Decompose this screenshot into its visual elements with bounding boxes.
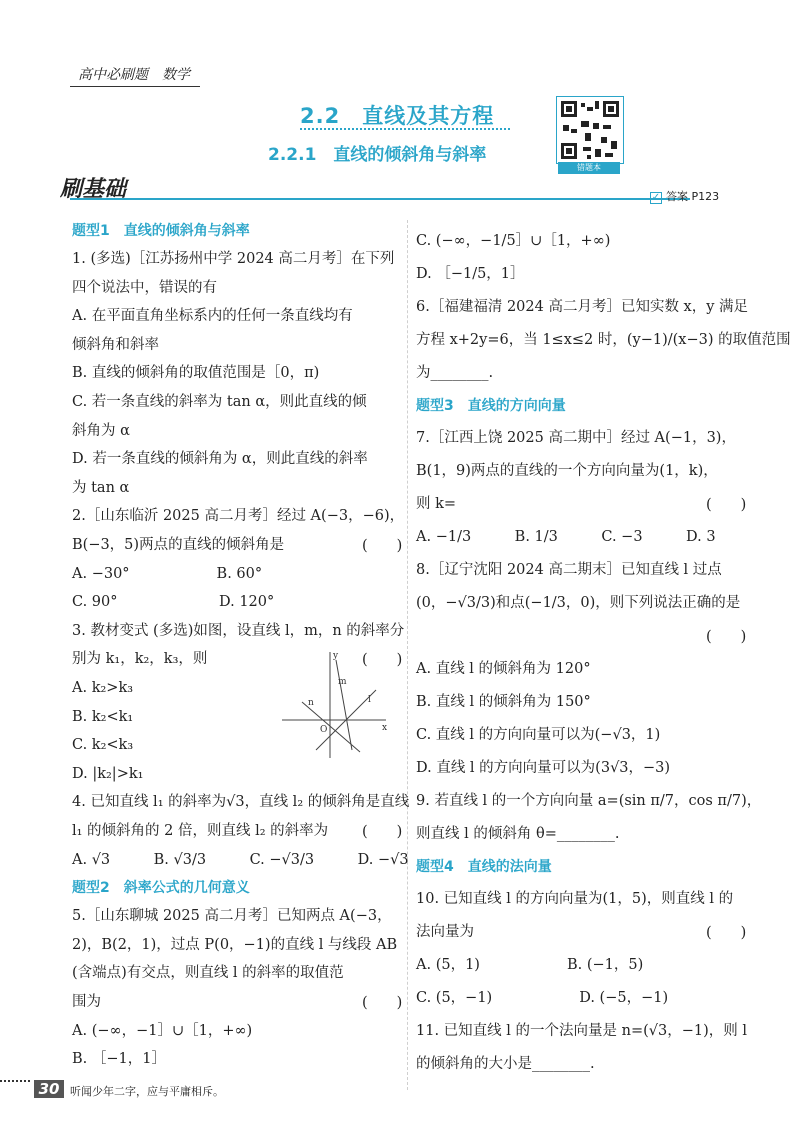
text-line: 2.［山东临沂 2025 高二月考］经过 A(−3，−6)， (72, 508, 405, 525)
answer-ref (650, 188, 719, 204)
text-line: A. −30° B. 60° (72, 565, 263, 582)
lines-figure (280, 650, 390, 764)
text-line: 10. 已知直线 l 的方向向量为(1，5)，则直线 l 的 (416, 891, 734, 907)
question-type-heading: 题型2 斜率公式的几何意义 (72, 880, 250, 897)
text-line: B. 直线 l 的倾斜角为 150° (416, 694, 591, 710)
answer-parentheses: ( ) (706, 925, 747, 941)
label-origin: O (320, 725, 328, 735)
text-line: C. (5，−1) D. (−5，−1) (416, 990, 669, 1006)
text-line: (含端点)有交点，则直线 l 的斜率的取值范 (72, 965, 344, 982)
line-n (302, 702, 360, 752)
text-line: A. k₂>k₃ (72, 680, 134, 696)
text-line: C. 90° D. 120° (72, 594, 275, 611)
text-line: D. 若一条直线的倾斜角为 α，则此直线的斜率 (72, 451, 368, 468)
text-line: D. |k₂|>k₁ (72, 765, 144, 782)
label-n: n (308, 698, 314, 708)
text-line: 四个说法中，错误的有 (72, 279, 217, 296)
text-line: 别为 k₁，k₂，k₃，则 (72, 651, 208, 668)
text-line: 为 tan α (72, 479, 130, 496)
text-line: 11. 已知直线 l 的一个法向量是 n=(√3，−1)，则 l (416, 1023, 748, 1039)
text-line: B(1，9)两点的直线的一个方向向量为(1，k)， (416, 463, 718, 479)
qr-code[interactable] (556, 96, 624, 164)
label-x: x (382, 723, 388, 733)
section-title: 2.2 直线及其方程 (300, 104, 495, 128)
text-line: 3. 教材变式 (多选)如图，设直线 l，m，n 的斜率分 (72, 622, 405, 639)
column-divider (407, 220, 408, 1090)
text-line: B(−3，5)两点的直线的倾斜角是 (72, 537, 285, 553)
text-line: 的倾斜角的大小是________. (416, 1056, 595, 1072)
text-line: 8.［辽宁沈阳 2024 高二期末］已知直线 l 过点 (416, 562, 722, 578)
question-type-heading: 题型4 直线的法向量 (416, 859, 552, 875)
text-line: 则直线 l 的倾斜角 θ=________. (416, 826, 620, 842)
text-line: A. (−∞，−1］∪［1，+∞) (72, 1022, 253, 1039)
text-line: 2)，B(2，1)，过点 P(0，−1)的直线 l 与线段 AB (72, 936, 398, 953)
text-line: B. 直线的倾斜角的取值范围是［0，π) (72, 365, 320, 382)
question-type-heading: 题型1 直线的倾斜角与斜率 (72, 223, 250, 239)
text-line: C. (−∞，−1/5］∪［1，+∞) (416, 233, 611, 249)
text-line: 围为 (72, 994, 101, 1010)
text-line: B. ［−1，1］ (72, 1051, 166, 1068)
answer-parentheses: ( ) (362, 995, 403, 1011)
line-m (336, 660, 352, 750)
answer-parentheses: ( ) (362, 538, 403, 554)
text-line: l₁ 的倾斜角的 2 倍，则直线 l₂ 的斜率为 (72, 823, 329, 839)
label-m: m (338, 677, 347, 687)
text-line: D. 直线 l 的方向向量可以为(3√3，−3) (416, 760, 671, 776)
text-line: 4. 已知直线 l₁ 的斜率为√3，直线 l₂ 的倾斜角是直线 (72, 794, 410, 811)
page-number: 30 (34, 1080, 64, 1098)
text-line: B. k₂<k₁ (72, 708, 134, 725)
text-line: (0，−√3/3)和点(−1/3，0)，则下列说法正确的是 (416, 595, 741, 611)
label-y: y (333, 651, 339, 661)
text-line: 7.［江西上饶 2025 高二期中］经过 A(−1，3)， (416, 430, 736, 446)
check-icon: ✓ (651, 192, 661, 203)
text-line: 则 k= (416, 496, 457, 512)
text-line: A. 直线 l 的倾斜角为 120° (416, 661, 591, 677)
answer-parentheses: ( ) (706, 629, 747, 645)
text-line: A. √3 B. √3/3 C. −√3/3 D. −√3 (72, 851, 409, 868)
text-line: C. k₂<k₃ (72, 737, 134, 754)
text-line: 1. (多选)［江苏扬州中学 2024 高二月考］在下列 (72, 251, 395, 267)
text-line: 为________. (416, 365, 494, 381)
text-line: 5.［山东聊城 2025 高二月考］已知两点 A(−3， (72, 908, 392, 925)
answer-ref-text: 答案 P123 (666, 190, 720, 203)
subsection-title: 2.2.1 直线的倾斜角与斜率 (268, 145, 487, 165)
answer-parentheses: ( ) (706, 497, 747, 513)
text-line: A. −1/3 B. 1/3 C. −3 D. 3 (416, 529, 716, 545)
answer-parentheses: ( ) (362, 824, 403, 840)
text-line: A. 在平面直角坐标系内的任何一条直线均有 (72, 308, 353, 325)
text-line: 9. 若直线 l 的一个方向向量 a=(sin π/7，cos π/7)， (416, 793, 762, 809)
text-line: 斜角为 α (72, 422, 130, 439)
running-header: 高中必刷题 数学 (78, 67, 190, 83)
qr-label: 错题本 (558, 162, 620, 174)
text-line: 6.［福建福清 2024 高二月考］已知实数 x，y 满足 (416, 299, 749, 315)
text-line: D. ［−1/5，1］ (416, 266, 525, 282)
text-line: 方程 x+2y=6，当 1≤x≤2 时，(y−1)/(x−3) 的取值范围 (416, 332, 791, 348)
question-type-heading: 题型3 直线的方向向量 (416, 398, 566, 414)
header-rule (70, 86, 200, 87)
title-underline (300, 128, 510, 130)
brand-rule (70, 198, 690, 200)
text-line: C. 若一条直线的斜率为 tan α，则此直线的倾 (72, 394, 367, 410)
answer-parentheses: ( ) (362, 652, 403, 669)
text-line: C. 直线 l 的方向向量可以为(−√3，1) (416, 727, 661, 743)
text-line: 倾斜角和斜率 (72, 336, 159, 353)
text-line: 法向量为 (416, 924, 474, 940)
footer-motto: 听闻少年二字，应与平庸相斥。 (70, 1085, 224, 1098)
text-line: A. (5，1) B. (−1，5) (416, 957, 644, 973)
brand-text: 刷基础 (60, 177, 127, 202)
footer-dots (0, 1080, 30, 1082)
label-l: l (368, 695, 371, 705)
